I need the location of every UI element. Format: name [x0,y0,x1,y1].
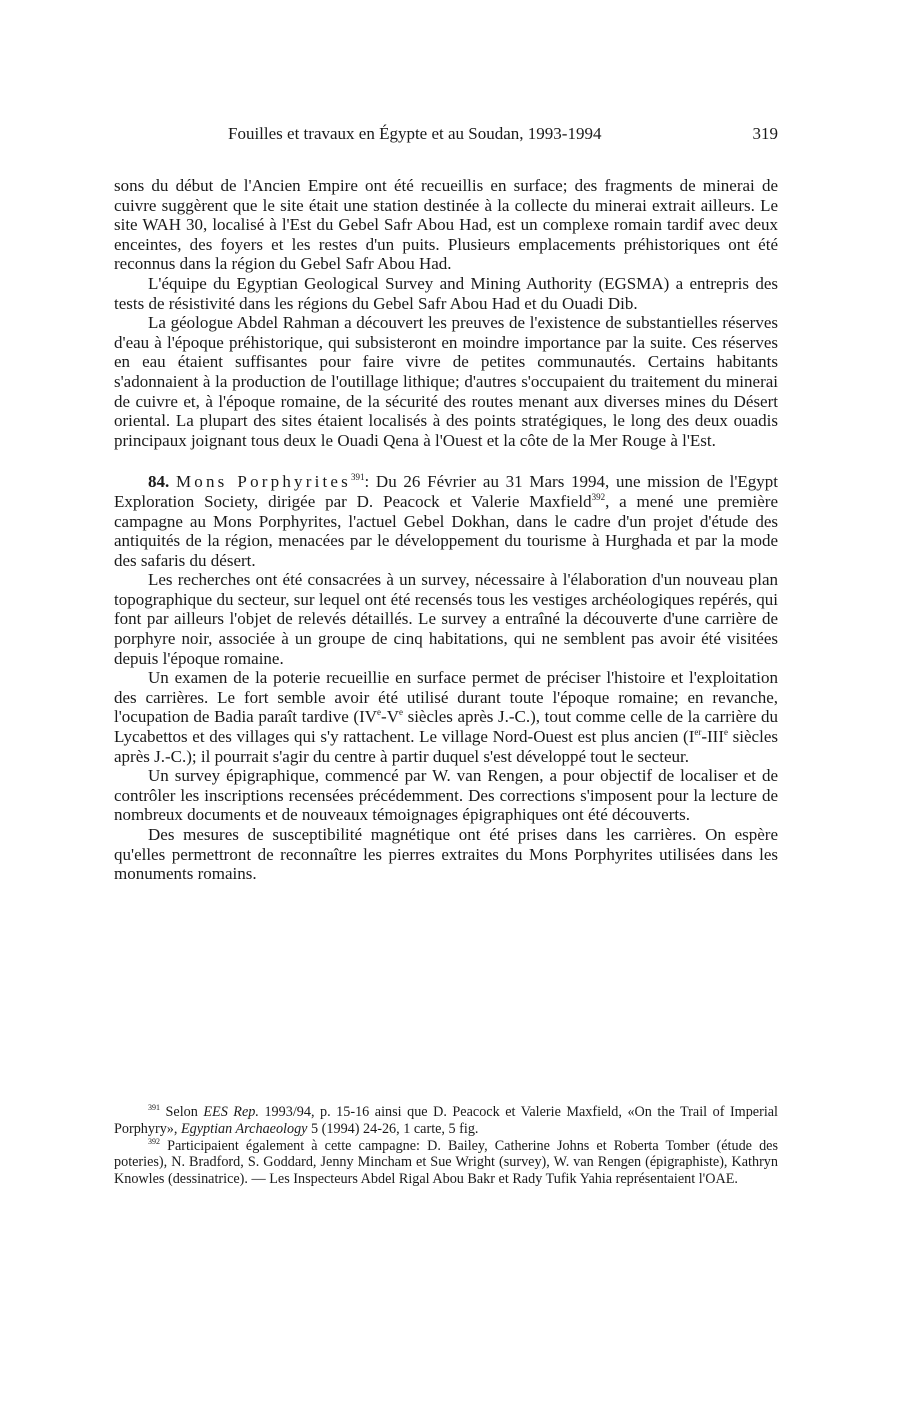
paragraph-egsma: L'équipe du Egyptian Geological Survey and Mining Authority (EGSMA) a entrepris des tests de résistivité dans les régions du Gebel Safr Abou Had et du Ouadi Dib. [114,273,778,313]
section-84-text-b: , a mené une première campagne au Mons Porphyrites, l'actuel Gebel Dokhan, dans le cadre d'un projet d'étude des antiquités de la région, menacées par le développement du tourisme à Hurghada et par la mode des safaris du désert. [114,491,778,570]
section-84-text-a: : Du 26 Février au 31 Mars 1994, une mission de l'Egypt Exploration Society, dirigée par D. Peacock et Valerie Maxfield [114,472,778,511]
pottery-text-e: siècles après J.-C.); il pourrait s'agir du centre à partir duquel s'est développé tout le secteur. [114,727,778,766]
footnote-source: Egyptian Archaeology [181,1120,308,1137]
running-title: Fouilles et travaux en Égypte et au Soudan, 1993-1994 [228,124,602,143]
superscript: e [377,707,382,718]
footnote-text: 5 (1994) 24-26, 1 carte, 5 fig. [307,1120,479,1137]
pottery-text-b: -V [381,707,399,727]
pottery-text-a: Un examen de la poterie recueillie en surface permet de préciser l'histoire et l'exploitation des carrières. Le fort semble avoir été utilisé durant toute l'époque romaine; en revanche, l'ocupation de Badia paraît tardive (IV [114,668,778,727]
section-title: Mons Porphyrites [175,472,351,492]
section-number: 84. [148,472,170,492]
section-gap [114,450,778,472]
paragraph-epigraphic: Un survey épigraphique, commencé par W. van Rengen, a pour objectif de localiser et de contrôler les inscriptions recensées précédemment. Des corrections s'imposent pour la lecture de nombreux documents et de nouveaux témoignages épigraphiques ont été découverts. [114,766,778,825]
superscript: e [724,727,729,738]
footnote-text: 1993/94, p. 15-16 ainsi que D. Peacock et Valerie Maxfield, «On the Trail of Imperial Porphyry», [114,1104,778,1137]
footnote-number: 392 [148,1136,160,1146]
paragraph-pottery [114,668,778,766]
paragraph-survey: Les recherches ont été consacrées à un survey, nécessaire à l'élaboration d'un nouveau plan topographique du secteur, sur lequel ont été recensés tous les vestiges archéologiques repérés, qui font par ailleurs l'objet de relevés détaillés. Le survey a entraîné la découverte d'une carrière de porphyre noir, associée à un groupe de cinq habitations, qui ne semblent pas avoir été visitées depuis l'époque romaine. [114,570,778,668]
superscript: e [398,707,403,718]
superscript: er [694,727,702,738]
footnote-text: Selon [160,1104,204,1120]
paragraph-magnetic: Des mesures de susceptibilité magnétique ont été prises dans les carrières. On espère qu'elles permettront de reconnaître les pierres extraites du Mons Porphyrites utilisées dans les monuments romains. [114,825,778,884]
footnote-source: EES Rep. [203,1104,259,1120]
footnote-ref-391: 391 [351,472,365,483]
pottery-text-c: siècles après J.-C.), tout comme celle de la carrière du Lycabettos et des villages qui s'y rattachent. Le village Nord-Ouest est plus ancien (I [114,707,778,747]
footnote-391 [114,1104,778,1138]
pottery-text-d: -III [701,727,725,747]
footnote-ref-392: 392 [591,491,606,502]
footnotes [114,1104,778,1188]
footnote-number: 391 [148,1103,160,1112]
footnote-text: Participaient également à cette campagne: D. Bailey, Catherine Johns et Roberta Tomber (étude des poteries), N. Bradford, S. Goddard, Jenny Mincham et Sue Wright (survey), W. van Rengen (épigraphiste), Kathryn Knowles (dessinatrice). — Les Inspecteurs Abdel Rigal Abou Bakr et Rady Tufik Yahia représentaient l'OAE. [114,1137,778,1188]
page-number: 319 [752,124,778,143]
paragraph-continued: sons du début de l'Ancien Empire ont été recueillis en surface; des fragments de minerai de cuivre suggèrent que le site était une station destinée à la collecte du minerai extrait ailleurs. Le site WAH 30, localisé à l'Est du Gebel Safr Abou Had, est un complexe romain tardif avec deux enceintes, des foyers et les restes d'un puits. Plusieurs emplacements préhistoriques ont été reconnus dans la région du Gebel Safr Abou Had. [114,176,778,274]
paragraph-geologist: La géologue Abdel Rahman a découvert les preuves de l'existence de substantielles réserves d'eau à l'époque préhistorique, qui subsisteront en moindre importance par la suite. Ces réserves en eau étaient suffisantes pour faire vivre de petites communautés. Certains habitants s'adonnaient à la production de l'outillage lithique; d'autres s'occupaient du traitement du minerai de cuivre et, à l'époque romaine, de la sécurité des routes menant aux diverses mines du Désert oriental. La plupart des sites étaient localisés à des points stratégiques, le long des deux ouadis principaux joignant tous deux le Ouadi Qena à l'Ouest et la côte de la Mer Rouge à l'Est. [114,313,778,450]
main-text [114,176,778,884]
footnote-392 [114,1138,778,1188]
section-84-intro [114,472,778,570]
